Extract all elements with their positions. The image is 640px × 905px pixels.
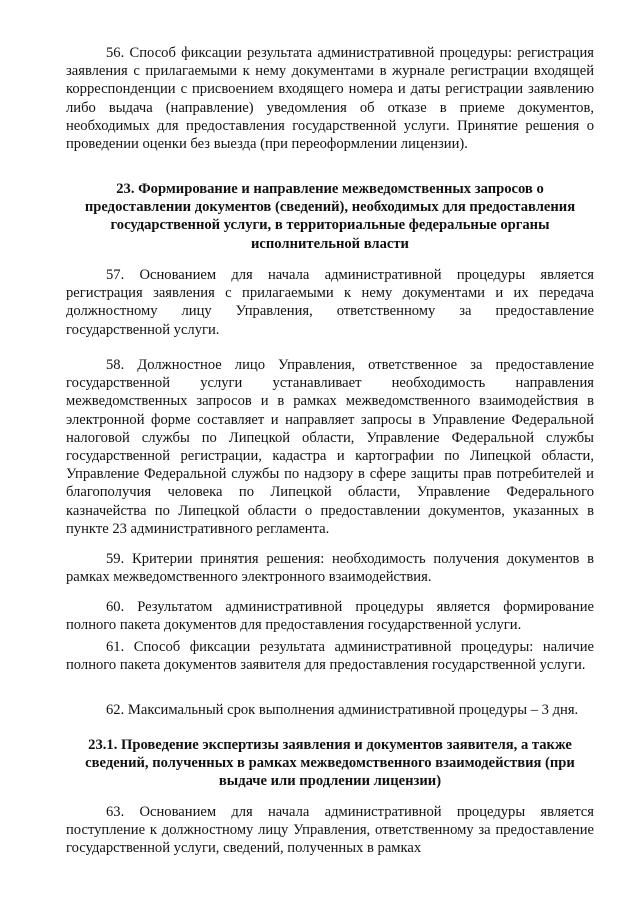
paragraph-62: 62. Максимальный срок выполнения административной процедуры – 3 дня. xyxy=(106,702,579,718)
section-heading-23-1: 23.1. Проведение экспертизы заявления и документов заявителя, а также сведений, полученных в рамках межведомственного взаимодействия (при выдаче или продлении лицензии) xyxy=(85,737,575,790)
paragraph-63: 63. Основанием для начала административной процедуры является поступление к должностному лицу Управления, ответственному за предоставление государственной услуги, сведений, полученных в рамках xyxy=(66,804,594,857)
paragraph-56: 56. Способ фиксации результата административной процедуры: регистрация заявления с прилагаемыми к нему документами в журнале регистрации входящей корреспонденции с присвоением входящего номера и даты регистрации заявлению либо выдача (направление) уведомления об отказе в приеме документов, необходимых для предоставления государственной услуги. Принятие решения о проведении оценки без выезда (при переоформлении лицензии). xyxy=(66,45,594,153)
paragraph-61: 61. Способ фиксации результата административной процедуры: наличие полного пакета документов заявителя для предоставления государственной услуги. xyxy=(66,639,594,674)
section-heading-23: 23. Формирование и направление межведомственных запросов о предоставлении документов (сведений), необходимых для предоставления государственной услуги, в территориальные федеральные органы исполнительной власти xyxy=(84,181,576,252)
paragraph-57: 57. Основанием для начала административной процедуры является регистрация заявления с прилагаемыми к нему документами и их передача должностному лицу Управления, ответственному за предоставление государственной услуги. xyxy=(66,267,594,338)
paragraph-59: 59. Критерии принятия решения: необходимость получения документов в рамках межведомственного электронного взаимодействия. xyxy=(66,551,594,586)
paragraph-60: 60. Результатом административной процедуры является формирование полного пакета документов для предоставления государственной услуги. xyxy=(66,599,594,634)
paragraph-58: 58. Должностное лицо Управления, ответственное за предоставление государственной услуги устанавливает необходимость направления межведомственных запросов и в рамках межведомственного взаимодействия в электронной форме составляет и направляет запросы в Управление Федеральной налоговой службы по Липецкой области, Управление Федеральной службы государственной регистрации, кадастра и картографии по Липецкой области, Управление Федеральной службы по надзору в сфере защиты прав потребителей и благополучия человека по Липецкой области, Управление Федерального казначейства по Липецкой области о предоставлении документов, указанных в пункте 23 административного регламента. xyxy=(66,357,594,537)
